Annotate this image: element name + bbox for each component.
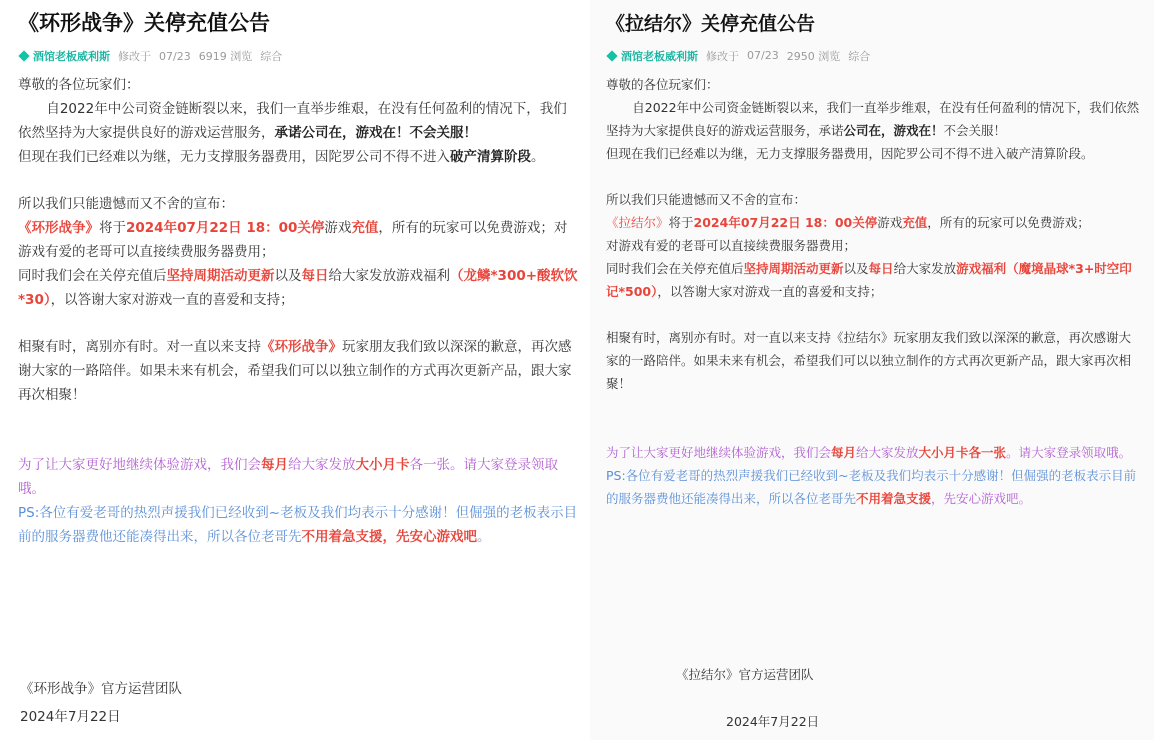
- post-meta: [18, 49, 578, 63]
- text: 为了让大家更好地继续体验游戏，我们会: [18, 457, 261, 474]
- text: 给大家发放: [856, 444, 919, 460]
- text: 以及: [843, 260, 869, 276]
- text: 为了让大家更好地继续体验游戏，我们会: [606, 444, 832, 460]
- text: 相聚有时，离别亦有时。对一直以来支持: [18, 339, 261, 356]
- paragraph: 对游戏有爱的老哥可以直接续费服务器费用；: [606, 237, 857, 253]
- diamond-icon: [18, 50, 29, 61]
- text: 游戏: [324, 220, 352, 237]
- emphasis-text: 坚持周期活动更新: [166, 268, 275, 285]
- post-body: [18, 73, 578, 549]
- reward-text: （龙鳞*300+酸软饮*30）: [18, 268, 578, 309]
- emphasis-text: 公司在，游戏在！: [843, 122, 944, 138]
- text: ，所有的玩家可以免费游戏；: [927, 214, 1090, 230]
- text: PS:各位有爱老哥的热烈声援我们已经收到~老板及我们均表示十分感谢！但倔强的老板表示目前的服务器费他还能凑得出来，所以各位老哥先: [18, 505, 578, 546]
- text: ，以答谢大家对游戏一直的喜爱和支持；: [50, 292, 294, 309]
- emphasis-text: 充值: [902, 214, 928, 230]
- category-tag[interactable]: 综合: [260, 50, 283, 64]
- post-meta: [606, 49, 1140, 63]
- emphasis-text: 不用着急支援，先安心游戏吧: [301, 529, 477, 546]
- text: 。: [531, 149, 545, 166]
- game-name: 《拉结尔》: [606, 214, 669, 230]
- ps-paragraph: [606, 464, 1140, 510]
- paragraph: [18, 145, 578, 169]
- category-tag[interactable]: 综合: [848, 49, 871, 63]
- paragraph: 相聚有时，离别亦有时。对一直以来支持《拉结尔》玩家朋友我们致以深深的歉意，再次感谢大家的一路陪伴。如果未来有机会，希望我们可以以独立制作的方式再次更新产品，跟大家再次相聚！: [606, 329, 1132, 391]
- paragraph: [18, 335, 578, 407]
- modified-label: 修改于: [118, 50, 151, 64]
- author-link[interactable]: 酒馆老板威利斯: [621, 49, 698, 63]
- paragraph: [606, 441, 1140, 464]
- text: 但现在我们已经难以为继，无力支撑服务器费用，因陀罗公司不得不进入: [18, 149, 450, 166]
- text: ，所有的玩家可以免费游戏；对游戏有爱的老哥可以直接续费服务器费用；: [18, 220, 568, 261]
- text: 给大家发放: [288, 457, 356, 474]
- page-title: 《拉结尔》关停充值公告: [606, 13, 816, 35]
- paragraph: [18, 97, 578, 145]
- paragraph: [606, 257, 1140, 303]
- signature-date: 2024年7月22日: [20, 709, 121, 725]
- reward-text: 游戏福利（魔境晶球*3+时空印记*500）: [606, 260, 1132, 299]
- text: 给大家发放游戏福利: [328, 268, 450, 285]
- emphasis-text: 每日: [301, 268, 329, 285]
- paragraph: 但现在我们已经难以为继，无力支撑服务器费用，因陀罗公司不得不进入破产清算阶段。: [606, 145, 1094, 161]
- text: 玩家朋友我们致以深深的歉意，再次感谢大家的一路陪伴。如果未来有机会，希望我们可以以独立制作的方式再次更新产品，跟大家再次相聚！: [18, 339, 572, 404]
- text: PS:各位有爱老哥的热烈声援我们已经收到~老板及我们均表示十分感谢！但倔强的老板表示目前的服务器费他还能凑得出来，所以各位老哥先: [606, 467, 1137, 506]
- text: ，以答谢大家对游戏一直的喜爱和支持；: [657, 283, 883, 299]
- emphasis-text: 每日: [868, 260, 894, 276]
- emphasis-text: 每月: [261, 457, 288, 474]
- text: 。请大家登录领取哦。: [1006, 444, 1132, 460]
- post-date: 07/23: [747, 49, 779, 63]
- text: 同时我们会在关停充值后: [18, 268, 167, 285]
- page-title: 《环形战争》关停充值公告: [18, 11, 270, 35]
- signature-date: 2024年7月22日: [726, 714, 820, 729]
- ps-paragraph: [18, 501, 578, 549]
- greeting: 尊敬的各位玩家们：: [18, 77, 140, 94]
- emphasis-text: 大小月卡: [355, 457, 410, 474]
- diamond-icon: [606, 50, 617, 61]
- emphasis-text: 充值: [351, 220, 379, 237]
- emphasis-text: 承诺公司在，游戏在！不会关服！: [274, 125, 477, 142]
- paragraph: [18, 453, 578, 501]
- paragraph: [606, 96, 1140, 142]
- text: 自2022年中公司资金链断裂以来，我们一直举步维艰，在没有任何盈利的情况下，我们依然坚持为大家提供良好的游戏运营服务，: [18, 101, 567, 142]
- text: 游戏: [877, 214, 903, 230]
- emphasis-text: 不用着急支援: [856, 490, 932, 506]
- text: 以及: [274, 268, 302, 285]
- emphasis-text: 每月: [831, 444, 857, 460]
- emphasis-text: 大小月卡各一张: [918, 444, 1007, 460]
- shutdown-date: 2024年07月22日 18：00关停: [126, 220, 325, 237]
- emphasis-text: 坚持周期活动更新: [743, 260, 844, 276]
- signature-team: 《环形战争》官方运营团队: [20, 681, 182, 697]
- paragraph: [18, 216, 578, 264]
- text: 不会关服！: [943, 122, 1007, 138]
- signature-team: 《拉结尔》官方运营团队: [676, 667, 814, 682]
- view-count: 2950 浏览: [786, 49, 841, 63]
- text: ，先安心游戏吧。: [931, 490, 1032, 506]
- greeting: 尊敬的各位玩家们：: [606, 76, 719, 92]
- text: 同时我们会在关停充值后: [606, 260, 744, 276]
- text: 自2022年中公司资金链断裂以来，我们一直举步维艰，在没有任何盈利的情况下，我们依然坚持为大家提供良好的游戏运营服务，承诺: [606, 99, 1140, 138]
- announcement-right: [590, 0, 1154, 740]
- modified-label: 修改于: [706, 49, 739, 63]
- paragraph: [18, 264, 578, 312]
- text: 。: [477, 529, 491, 546]
- author-link[interactable]: 酒馆老板威利斯: [33, 50, 110, 64]
- game-name: 《环形战争》: [261, 339, 342, 356]
- paragraph: [606, 211, 1140, 234]
- post-date: 07/23: [159, 49, 191, 63]
- text: 各一张。请大家登录领取哦。: [18, 457, 558, 498]
- view-count: 6919 浏览: [198, 50, 253, 64]
- text: 将于: [668, 214, 694, 230]
- announce-line: 所以我们只能遗憾而又不舍的宣布：: [606, 191, 807, 207]
- post-body: [606, 73, 1140, 510]
- emphasis-text: 破产清算阶段: [450, 149, 531, 166]
- shutdown-date: 2024年07月22日 18：00关停: [693, 214, 878, 230]
- game-name: 《环形战争》: [18, 220, 99, 237]
- text: 给大家发放: [893, 260, 957, 276]
- announce-line: 所以我们只能遗憾而又不舍的宣布：: [18, 196, 234, 213]
- text: 将于: [99, 220, 126, 237]
